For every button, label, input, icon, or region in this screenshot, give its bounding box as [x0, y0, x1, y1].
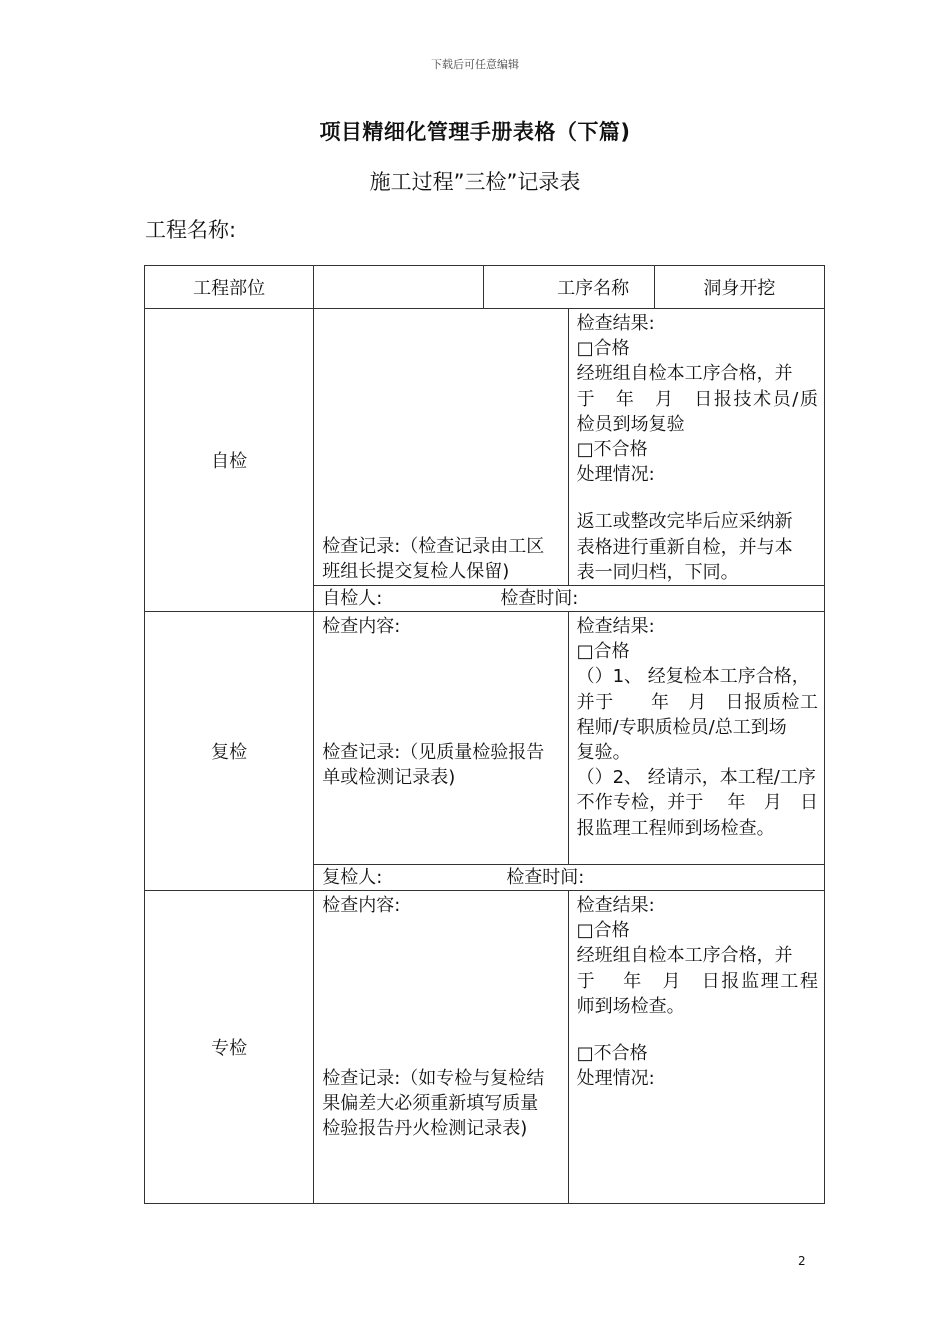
- result-heading: 检查结果:: [576, 895, 655, 917]
- re-check-record-cell[interactable]: [314, 612, 568, 865]
- result-note-line: 表格进行重新自检，并与本: [576, 536, 793, 558]
- project-name-label: 工程名称:: [145, 218, 237, 242]
- special-check-row: [145, 891, 825, 1204]
- self-check-time-label: 检查时间:: [500, 588, 579, 610]
- re-check-record-line: 单或检测记录表): [322, 767, 456, 789]
- blank-line: [577, 1019, 818, 1041]
- three-check-record-table: [144, 265, 825, 1204]
- result-note-line: 程师/专职质检员/总工到场: [576, 716, 787, 738]
- self-check-result-cell: [568, 309, 824, 586]
- result-note-line: 经班组自检本工序合格，并: [576, 363, 793, 385]
- part-value-cell[interactable]: [314, 266, 484, 309]
- result-note-line: （）2、 经请示，本工程/工序: [576, 767, 816, 789]
- self-check-label: 自检: [145, 309, 314, 612]
- process-label: 工序名称: [557, 278, 630, 299]
- pass-checkbox[interactable]: □合格: [576, 641, 630, 663]
- re-check-label: 复检: [145, 612, 314, 891]
- result-heading: 检查结果:: [576, 313, 655, 334]
- self-check-record-line: 班组长提交复检人保留): [322, 561, 510, 583]
- result-note-line: （）1、 经复检本工序合格，: [576, 666, 810, 688]
- result-note-line: 报监理工程师到场检查。: [576, 817, 775, 839]
- self-inspector-label: 自检人:: [322, 588, 383, 610]
- result-note-line: 于 年 月 日报技术员/质: [576, 388, 818, 410]
- header-note: 下载后可任意编辑: [431, 58, 519, 71]
- table-header-row: [145, 266, 825, 309]
- re-check-content-label: 检查内容:: [322, 616, 401, 638]
- document-title: 项目精细化管理手册表格（下篇): [319, 120, 631, 144]
- re-check-time-label: 检查时间:: [506, 867, 585, 889]
- special-check-result-cell: [568, 891, 824, 1204]
- re-check-result-cell: [568, 612, 824, 865]
- result-note-line: 返工或整改完毕后应采纳新: [576, 511, 793, 533]
- result-note-line: 检员到场复验: [576, 413, 685, 435]
- special-check-label: 专检: [145, 891, 314, 1204]
- self-check-signature-cell[interactable]: [314, 586, 825, 612]
- result-note-line: 师到场检查。: [576, 995, 685, 1017]
- result-note-line: 于 年 月 日报监理工程: [576, 970, 818, 992]
- result-note-line: 不作专检，并于 年 月 日: [576, 792, 818, 814]
- page-number: 2: [798, 1254, 806, 1268]
- handling-label: 处理情况:: [576, 464, 655, 486]
- re-check-signature-cell[interactable]: [314, 865, 825, 891]
- handling-label: 处理情况:: [576, 1068, 655, 1090]
- special-check-record-line: 检验报告丹火检测记录表): [322, 1118, 528, 1140]
- result-note-line: 表一同归档，下同。: [576, 561, 739, 583]
- process-label-cell: [484, 266, 654, 309]
- re-check-row: [145, 612, 825, 865]
- blank-line: [577, 487, 818, 509]
- special-check-record-line: 果偏差大必须重新填写质量: [322, 1093, 539, 1115]
- special-check-record-line: 检查记录:（如专检与复检结: [322, 1068, 545, 1090]
- result-note-line: 复验。: [576, 742, 631, 764]
- part-label-cell: 工程部位: [145, 266, 314, 309]
- self-check-row: [145, 309, 825, 586]
- fail-checkbox[interactable]: □不合格: [576, 439, 648, 461]
- result-note-line: 经班组自检本工序合格，并: [576, 945, 793, 967]
- special-check-record-cell[interactable]: [314, 891, 568, 1204]
- re-check-record-line: 检查记录:（见质量检验报告: [322, 742, 545, 764]
- pass-checkbox[interactable]: □合格: [576, 920, 630, 942]
- self-check-record-cell[interactable]: [314, 309, 568, 586]
- pass-checkbox[interactable]: □合格: [576, 338, 630, 360]
- fail-checkbox[interactable]: □不合格: [576, 1043, 648, 1065]
- result-heading: 检查结果:: [576, 616, 655, 638]
- self-check-record-line: 检查记录:（检查记录由工区: [322, 536, 545, 558]
- process-value-cell[interactable]: 洞身开挖: [654, 266, 824, 309]
- result-note-line: 并于 年 月 日报质检工: [576, 691, 818, 713]
- special-check-content-label: 检查内容:: [322, 895, 401, 917]
- re-inspector-label: 复检人:: [322, 867, 383, 889]
- form-subtitle: 施工过程”三检”记录表: [369, 170, 581, 194]
